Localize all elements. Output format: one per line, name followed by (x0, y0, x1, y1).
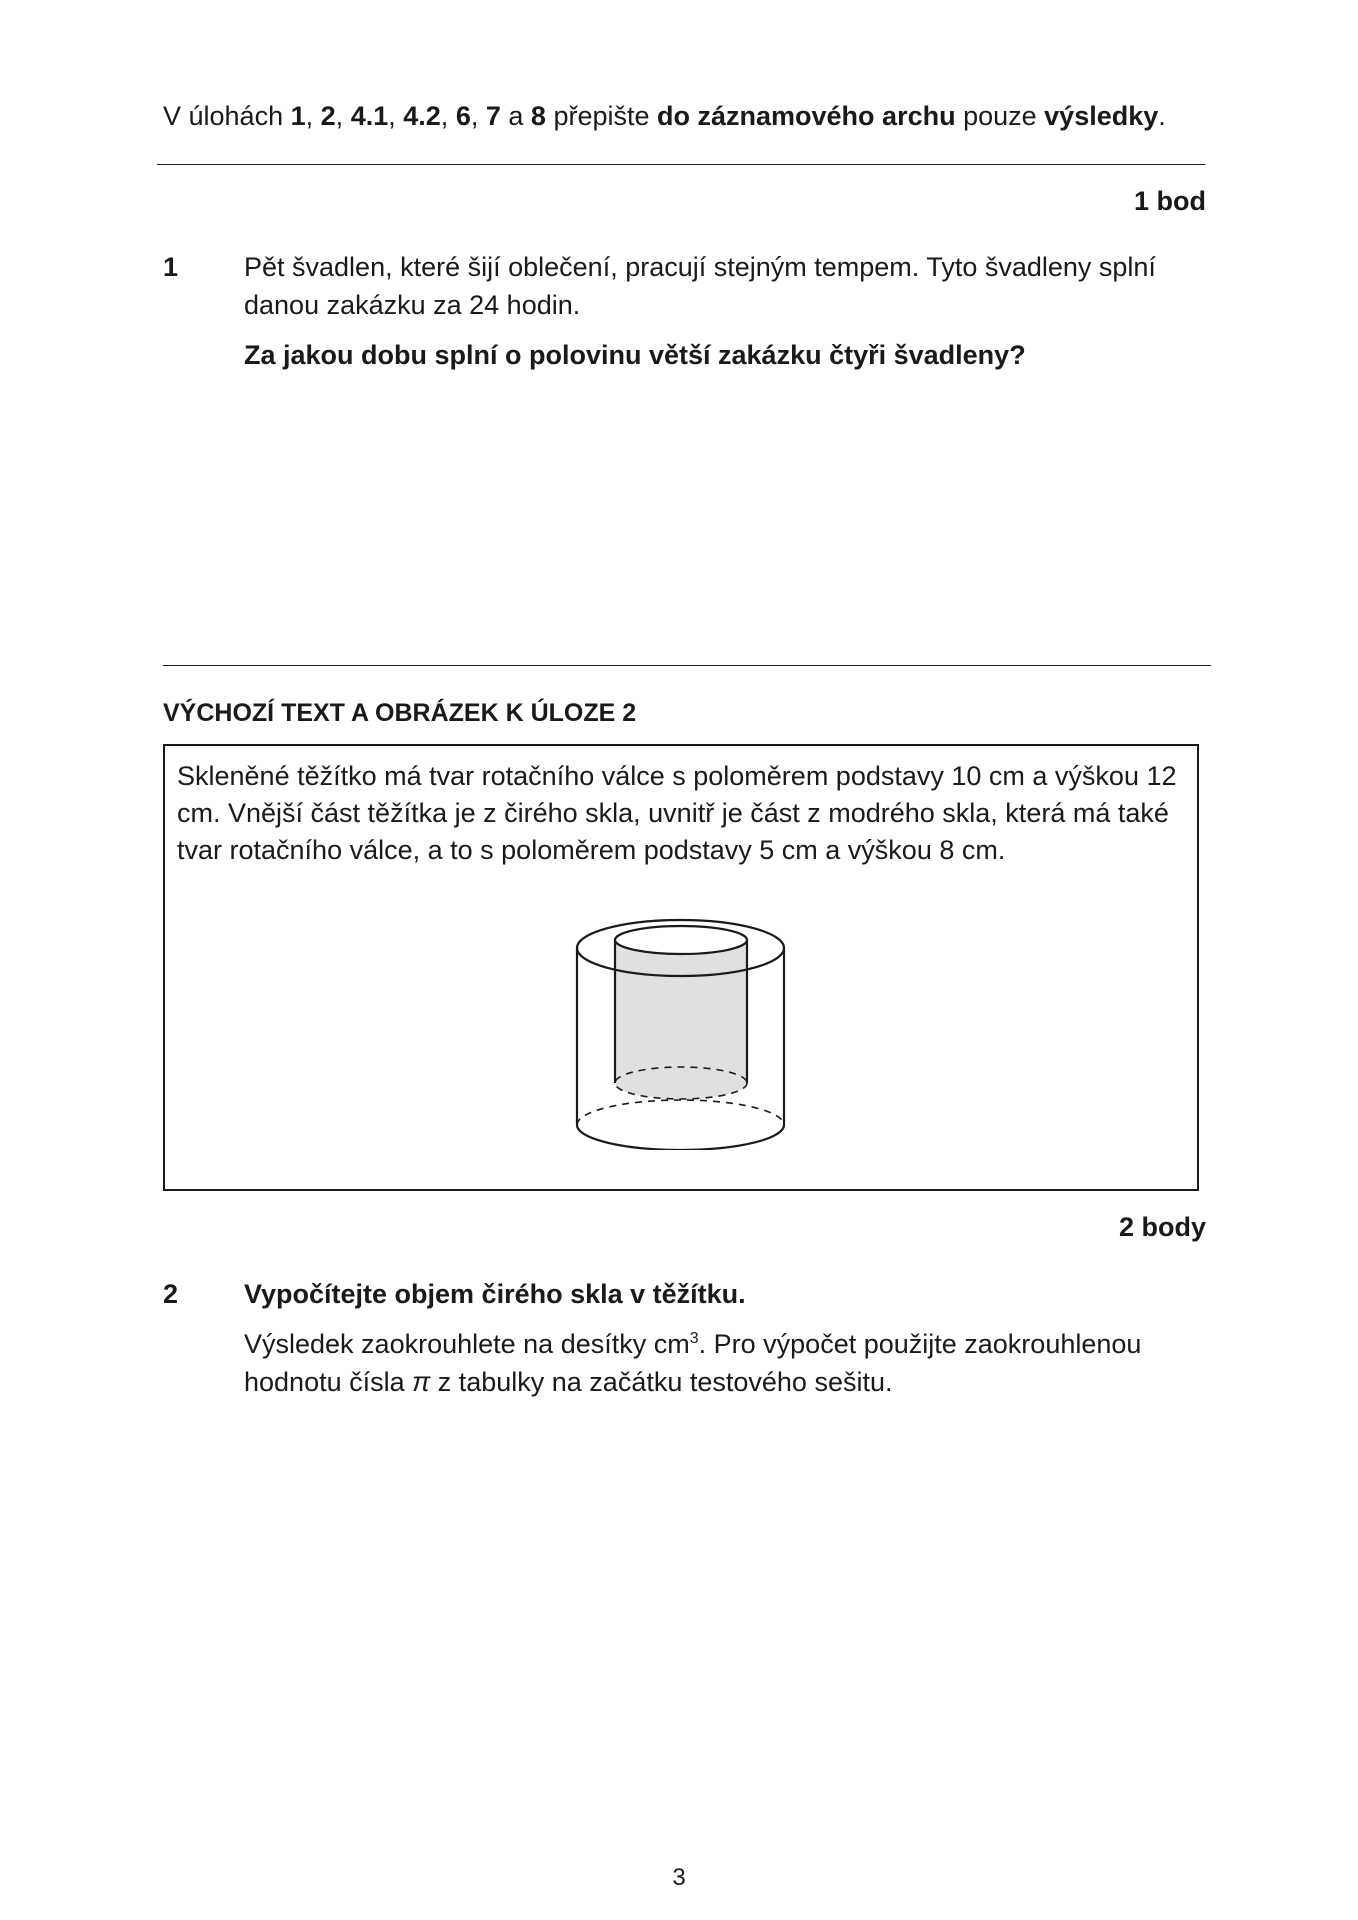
inner-cylinder-top (615, 926, 747, 954)
outer-cylinder-bottom-front (577, 1125, 784, 1150)
section2-heading: VÝCHOZÍ TEXT A OBRÁZEK K ÚLOZE 2 (163, 699, 637, 727)
task2-question (244, 1275, 1204, 1313)
divider-middle (163, 665, 1211, 666)
task2-number: 2 (163, 1279, 179, 1309)
divider-top (157, 164, 1205, 165)
task2-points: 2 body (1118, 1212, 1206, 1242)
pi-symbol: π (412, 1367, 431, 1397)
task2-question-text: Vypočítejte objem čirého skla v těžítku. (244, 1279, 746, 1309)
task2-text: Výsledek zaokrouhlete na desítky $cm^3$. Pro výpočet použijte zaokrouhlenou hodnotu čísla π z tabulky na začátku testového sešitu. (244, 1329, 1142, 1397)
task1-number: 1 (163, 252, 179, 282)
page-number: 3 (672, 1864, 686, 1891)
cylinder-figure (560, 900, 800, 1150)
task1-points: 1 bod (1134, 186, 1206, 216)
outer-cylinder-bottom-back (577, 1100, 784, 1125)
source-text: Skleněné těžítko má tvar rotačního válce s poloměrem podstavy 10 cm a výškou 12 cm. Vnější část těžítka je z čirého skla, uvnitř je část z modrého skla, která má také tvar rotačního válce, a to s poloměrem podstavy 5 cm a výškou 8 cm. (177, 761, 1177, 865)
task1-question-text: Za jakou dobu splní o polovinu větší zakázku čtyři švadleny? (244, 340, 1026, 370)
task1-text: Pět švadlen, které šijí oblečení, pracují stejným tempem. Tyto švadleny splní danou zakázku za 24 hodin. (244, 252, 1156, 320)
task1-question (244, 336, 1204, 374)
superscript-3: 3 (689, 1330, 699, 1347)
instruction-line: V úlohách 1, 2, 4.1, 4.2, 6, 7 a 8 přepište do záznamového archu pouze výsledky. (163, 101, 1166, 131)
inner-cylinder-body (615, 940, 747, 1099)
